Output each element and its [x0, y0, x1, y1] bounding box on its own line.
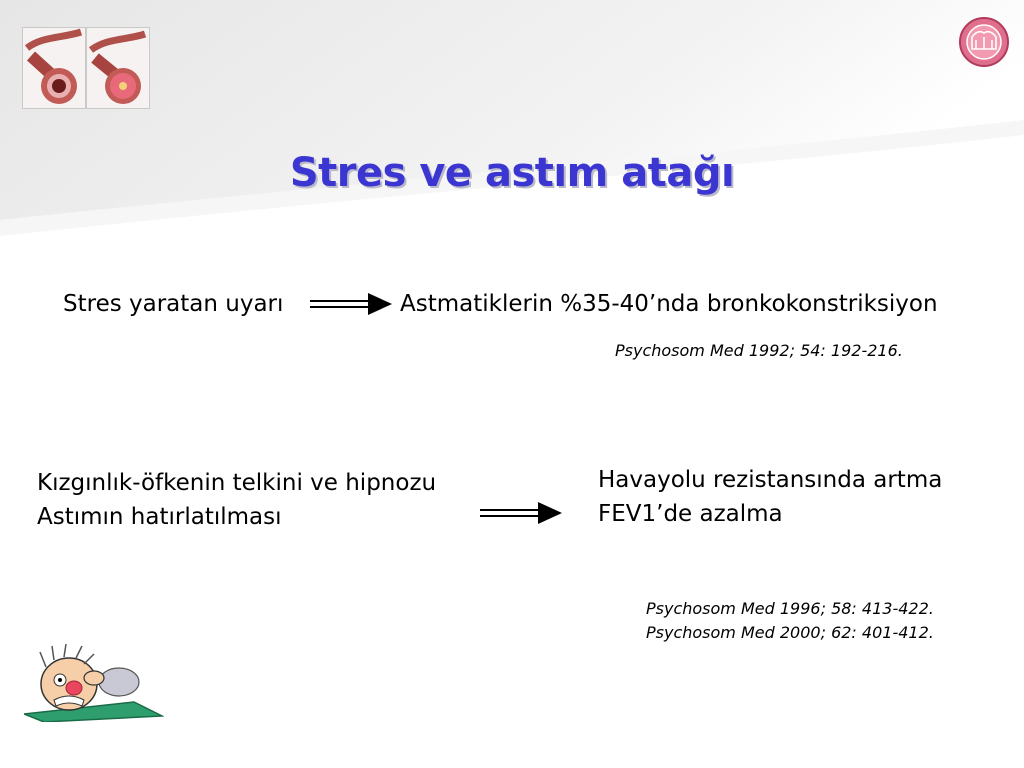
university-logo	[958, 15, 1010, 69]
bronchoconstriction-text: Astmatiklerin %35-40’nda bronkokonstriksiyon	[400, 291, 938, 317]
page-title: Stres ve astım atağı	[289, 150, 735, 196]
airway-resistance-text: Havayolu rezistansında artma	[598, 467, 943, 493]
citation-2000: Psychosom Med 2000; 62: 401-412.	[646, 623, 934, 642]
asthma-reminder-text: Astımın hatırlatılması	[37, 504, 282, 530]
airway-normal-image	[22, 27, 86, 109]
citation-1996: Psychosom Med 1996; 58: 413-422.	[646, 599, 934, 618]
fev1-decrease-text: FEV1’de azalma	[598, 501, 783, 527]
stress-stimulus-text: Stres yaratan uyarı	[63, 291, 284, 317]
citation-1992: Psychosom Med 1992; 54: 192-216.	[615, 341, 903, 360]
airway-constricted-image	[86, 27, 150, 109]
double-arrow-icon	[310, 292, 394, 316]
double-arrow-icon	[480, 501, 564, 525]
anger-hypnosis-text: Kızgınlık-öfkenin telkini ve hipnozu	[37, 470, 437, 496]
stressed-man-cartoon	[24, 642, 164, 722]
